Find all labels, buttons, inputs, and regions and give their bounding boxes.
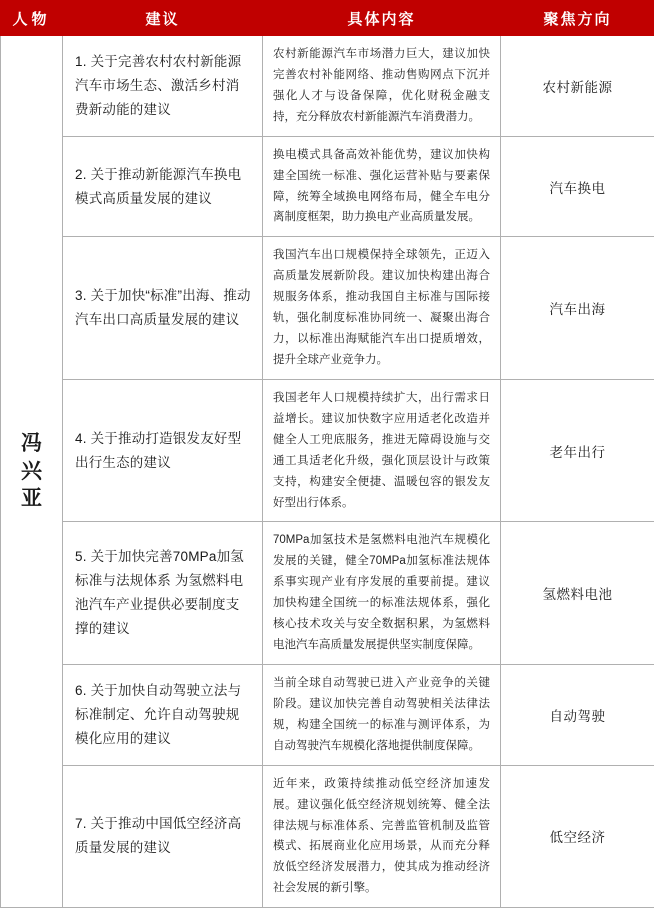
focus-cell: 自动驾驶 [501,664,654,765]
person-name: 冯兴亚 [21,430,42,513]
table-row [1,36,654,137]
focus-cell: 低空经济 [501,765,654,908]
content-cell: 我国汽车出口规模保持全球领先，正迈入高质量发展新阶段。建议加快构建出海合规服务体系，推动我国自主标准与国际接轨，强化制度标准协同统一、凝聚出海合力，以标准出海赋能汽车出口提质增效，提升全球产业竞争力。 [263,237,501,380]
content-cell: 近年来，政策持续推动低空经济加速发展。建议强化低空经济规划统筹、健全法律法规与标准体系、完善监管机制及监管模式、拓展商业化应用场景，从而充分释放低空经济发展潜力，使其成为推动经济社会发展的新引擎。 [263,765,501,908]
content-cell: 我国老年人口规模持续扩大，出行需求日益增长。建议加快数字应用适老化改造并健全人工兜底服务，推进无障碍设施与交通工具适老化升级，强化顶层设计与政策支持，构建安全便捷、温暖包容的银发友好型出行体系。 [263,379,501,522]
table-header [1,1,654,36]
table-row [1,765,654,908]
suggestion-cell: 1. 关于完善农村农村新能源汽车市场生态、激活乡村消费新动能的建议 [63,36,263,137]
table-row [1,379,654,522]
person-cell [1,36,63,908]
suggestion-cell: 3. 关于加快“标准”出海、推动汽车出口高质量发展的建议 [63,237,263,380]
table-row [1,136,654,237]
focus-cell: 汽车出海 [501,237,654,380]
focus-cell: 老年出行 [501,379,654,522]
column-header-person: 人物 [1,1,63,36]
content-cell: 70MPa加氢技术是氢燃料电池汽车规模化发展的关键，健全70MPa加氢标准法规体系事实现产业有序发展的重要前提。建议加快构建全国统一的标准法规体系，强化核心技术攻关与安全数据积累，为氢燃料电池汽车高质量发展提供坚实制度保障。 [263,522,501,665]
content-cell: 当前全球自动驾驶已进入产业竞争的关键阶段。建议加快完善自动驾驶相关法律法规，构建全国统一的标准与测评体系，为自动驾驶汽车规模化落地提供制度保障。 [263,664,501,765]
content-cell: 农村新能源汽车市场潜力巨大，建议加快完善农村补能网络、推动售购网点下沉并强化人才与设备保障，优化财税金融支持，充分释放农村新能源汽车消费潜力。 [263,36,501,137]
table-row [1,522,654,665]
focus-cell: 汽车换电 [501,136,654,237]
table-row [1,664,654,765]
table-row [1,237,654,380]
table-body [1,36,654,908]
suggestion-cell: 6. 关于加快自动驾驶立法与标准制定、允许自动驾驶规模化应用的建议 [63,664,263,765]
table-header-row [1,1,654,36]
content-cell: 换电模式具备高效补能优势，建议加快构建全国统一标准、强化运营补贴与要素保障，统筹全域换电网络布局，健全车电分离制度框架，助力换电产业高质量发展。 [263,136,501,237]
column-header-content: 具体内容 [263,1,501,36]
focus-cell: 农村新能源 [501,36,654,137]
focus-cell: 氢燃料电池 [501,522,654,665]
suggestion-cell: 5. 关于加快完善70MPa加氢标准与法规体系 为氢燃料电池汽车产业提供必要制度支撑的建议 [63,522,263,665]
suggestion-cell: 4. 关于推动打造银发友好型出行生态的建议 [63,379,263,522]
suggestion-cell: 7. 关于推动中国低空经济高质量发展的建议 [63,765,263,908]
suggestion-cell: 2. 关于推动新能源汽车换电模式高质量发展的建议 [63,136,263,237]
column-header-suggestion: 建议 [63,1,263,36]
column-header-focus: 聚焦方向 [501,1,654,36]
